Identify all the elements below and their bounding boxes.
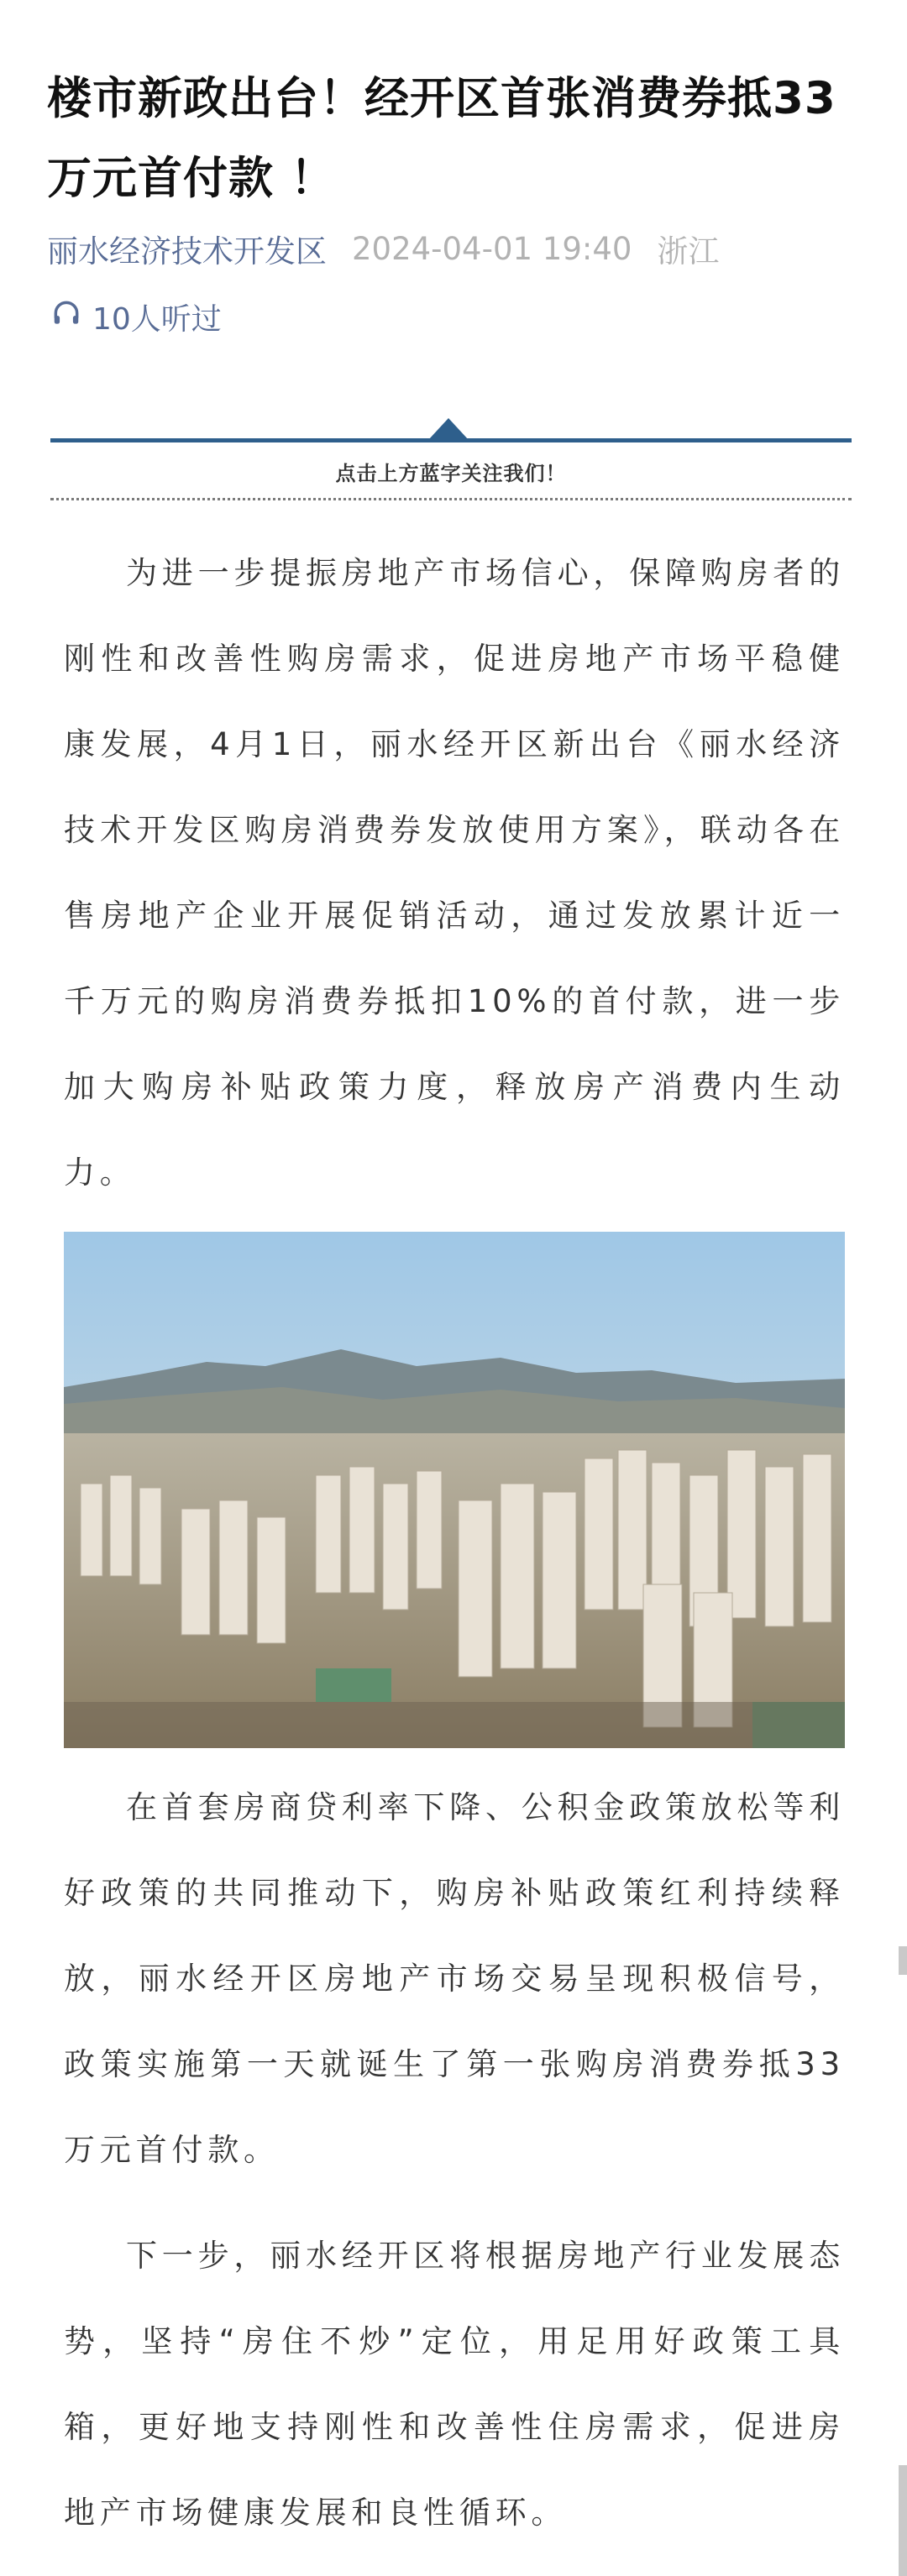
triangle-up-icon bbox=[428, 418, 469, 440]
follow-tip: 点击上方蓝字关注我们！ bbox=[335, 462, 567, 485]
listen-count-label: 10人听过 bbox=[92, 301, 222, 337]
account-name-link[interactable]: 丽水经济技术开发区 bbox=[47, 233, 327, 270]
publish-time: 2024-04-01 19:40 bbox=[352, 230, 632, 267]
scrollbar-thumb[interactable] bbox=[899, 1946, 907, 1975]
listen-count-button[interactable] bbox=[50, 296, 222, 338]
paragraph: 下一步，丽水经开区将根据房地产行业发展态势，坚持“房住不炒”定位，用足用好政策工具箱，更好地支持刚性和改善性住房需求，促进房地产市场健康发展和良性循环。 bbox=[64, 2238, 845, 2531]
aerial-city-photo[interactable] bbox=[64, 1232, 845, 1748]
scrollbar-thumb[interactable] bbox=[899, 2465, 907, 2576]
publish-region: 浙江 bbox=[657, 233, 720, 270]
article-meta bbox=[47, 225, 719, 272]
paragraph: 在首套房商贷利率下降、公积金政策放松等利好政策的共同推动下，购房补贴政策红利持续释放，丽水经开区房地产市场交易呈现积极信号，政策实施第一天就诞生了第一张购房消费券抵33万元首付款。 bbox=[64, 1789, 845, 2168]
article-title: 楼市新政出台！经开区首张消费券抵33万元首付款 ！ bbox=[47, 73, 836, 204]
follow-banner bbox=[50, 411, 852, 504]
headphones-icon bbox=[50, 297, 92, 337]
paragraph: 为进一步提振房地产市场信心，保障购房者的刚性和改善性购房需求，促进房地产市场平稳健康发展，4月1日，丽水经开区新出台《丽水经济技术开发区购房消费券发放使用方案》，联动各在售房地产企业开展促销活动，通过发放累计近一千万元的购房消费券抵扣10%的首付款，进一步加大购房补贴政策力度，释放房产消费内生动力。 bbox=[64, 555, 845, 1191]
dotted-divider bbox=[50, 498, 852, 500]
